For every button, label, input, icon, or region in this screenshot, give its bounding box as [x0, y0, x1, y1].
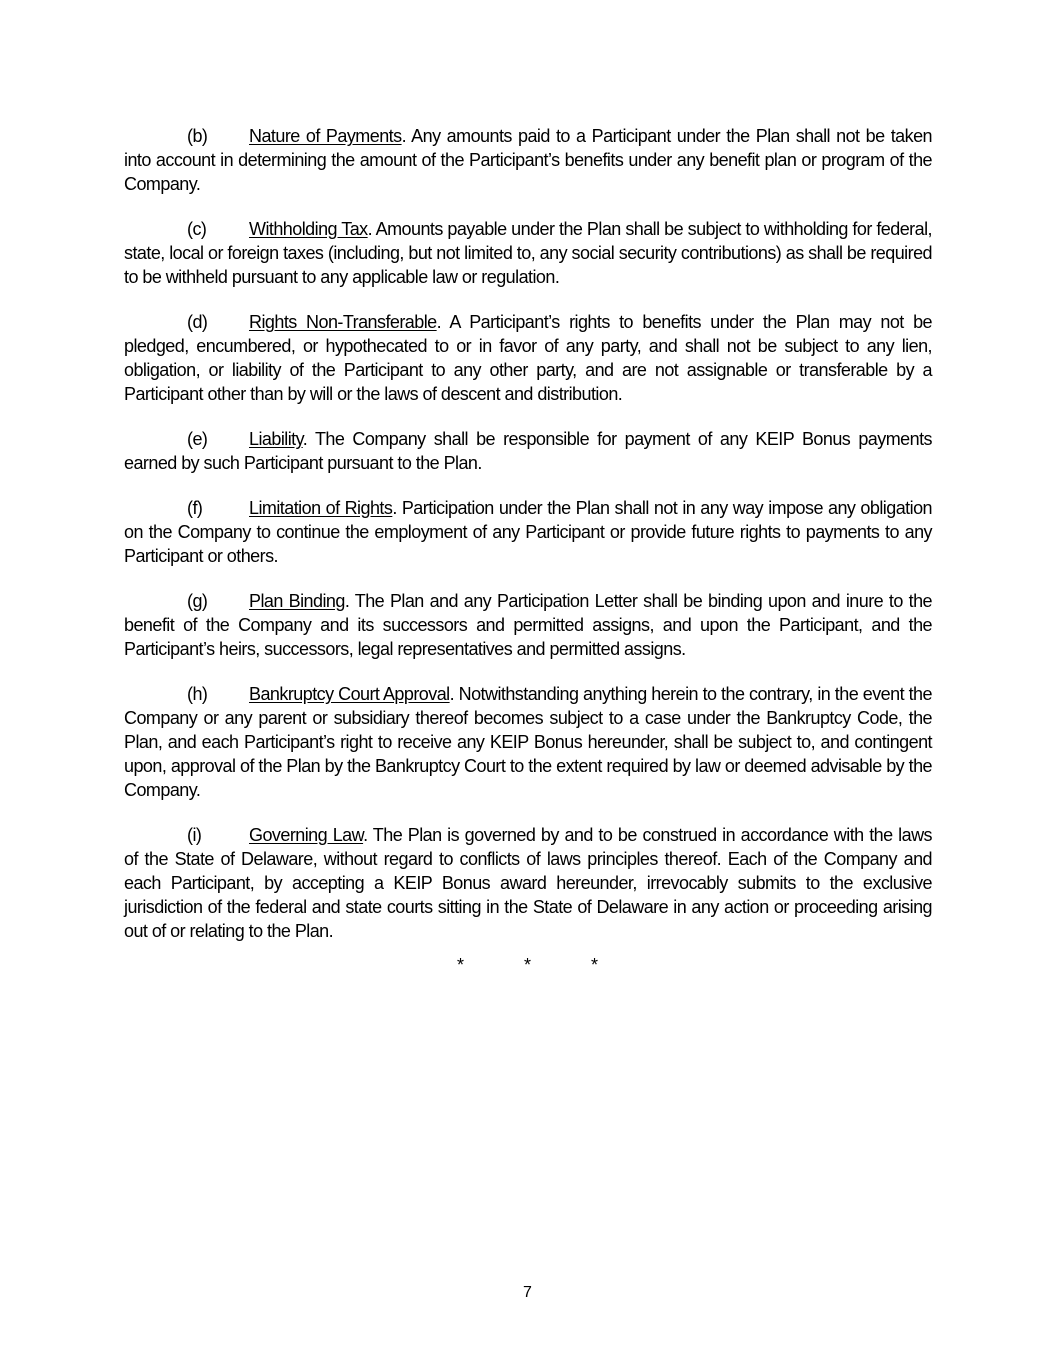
- section-heading: Bankruptcy Court Approval: [249, 684, 450, 704]
- separator-star: *: [591, 955, 599, 975]
- section-label: (h): [187, 684, 208, 704]
- section-body: . Amounts payable under the Plan shall be subject to withholding for federal, state, local or foreign taxes (including, but not limited to, any social security contributions) as shall be required to be withheld pursuant to any applicable law or regulation.: [124, 219, 932, 287]
- section-heading: Rights Non-Transferable: [249, 312, 437, 332]
- separator-star: *: [456, 955, 464, 975]
- section-label: (g): [187, 591, 208, 611]
- document-page: [124, 124, 932, 964]
- section-body: . The Company shall be responsible for payment of any KEIP Bonus payments earned by such Participant pursuant to the Plan.: [124, 429, 932, 473]
- section-label: (d): [187, 312, 208, 332]
- section-heading: Withholding Tax: [249, 219, 368, 239]
- section-g: [124, 589, 932, 661]
- section-body: . The Plan and any Participation Letter shall be binding upon and inure to the benefit of the Company and its successors and permitted assigns, and upon the Participant, and the Participant’s heirs, successors, legal representatives and permitted assigns.: [124, 591, 932, 659]
- section-body: . Participation under the Plan shall not in any way impose any obligation on the Company to continue the employment of any Participant or provide future rights to payments to any Participant or others.: [124, 498, 932, 566]
- section-heading: Liability: [249, 429, 303, 449]
- section-label: (f): [187, 498, 203, 518]
- section-body: . Notwithstanding anything herein to the contrary, in the event the Company or any parent or subsidiary thereof becomes subject to a case under the Bankruptcy Code, the Plan, and each Participant’s right to receive any KEIP Bonus hereunder, shall be subject to, and contingent upon, approval of the Plan by the Bankruptcy Court to the extent required by law or deemed advisable by the Company.: [124, 684, 932, 800]
- section-heading: Plan Binding: [249, 591, 345, 611]
- separator-star: *: [523, 955, 531, 975]
- section-heading: Limitation of Rights: [249, 498, 393, 518]
- section-heading: Nature of Payments: [249, 126, 402, 146]
- section-label: (i): [187, 825, 202, 845]
- page-number: 7: [523, 1284, 532, 1301]
- section-body: . A Participant’s rights to benefits under the Plan may not be pledged, encumbered, or hypothecated to or in favor of any party, and shall not be subject to any lien, obligation, or liability of the Participant to any other party, and are not assignable or transferable by a Participant other than by will or the laws of descent and distribution.: [124, 312, 932, 404]
- section-c: [124, 217, 932, 289]
- section-f: [124, 496, 932, 568]
- section-d: [124, 310, 932, 406]
- section-heading: Governing Law: [249, 825, 364, 845]
- section-i: [124, 823, 932, 943]
- section-label: (c): [187, 219, 207, 239]
- section-label: (e): [187, 429, 208, 449]
- section-body: . The Plan is governed by and to be construed in accordance with the laws of the State of Delaware, without regard to conflicts of laws principles thereof. Each of the Company and each Participant, by accepting a KEIP Bonus award hereunder, irrevocably submits to the exclusive jurisdiction of the federal and state courts sitting in the State of Delaware in any action or proceeding arising out of or relating to the Plan.: [124, 825, 932, 941]
- section-b: [124, 124, 932, 196]
- section-h: [124, 682, 932, 802]
- section-e: [124, 427, 932, 475]
- section-label: (b): [187, 126, 208, 146]
- section-separator: [0, 955, 1055, 976]
- section-body: . Any amounts paid to a Participant under the Plan shall not be taken into account in determining the amount of the Participant’s benefits under any benefit plan or program of the Company.: [124, 126, 932, 194]
